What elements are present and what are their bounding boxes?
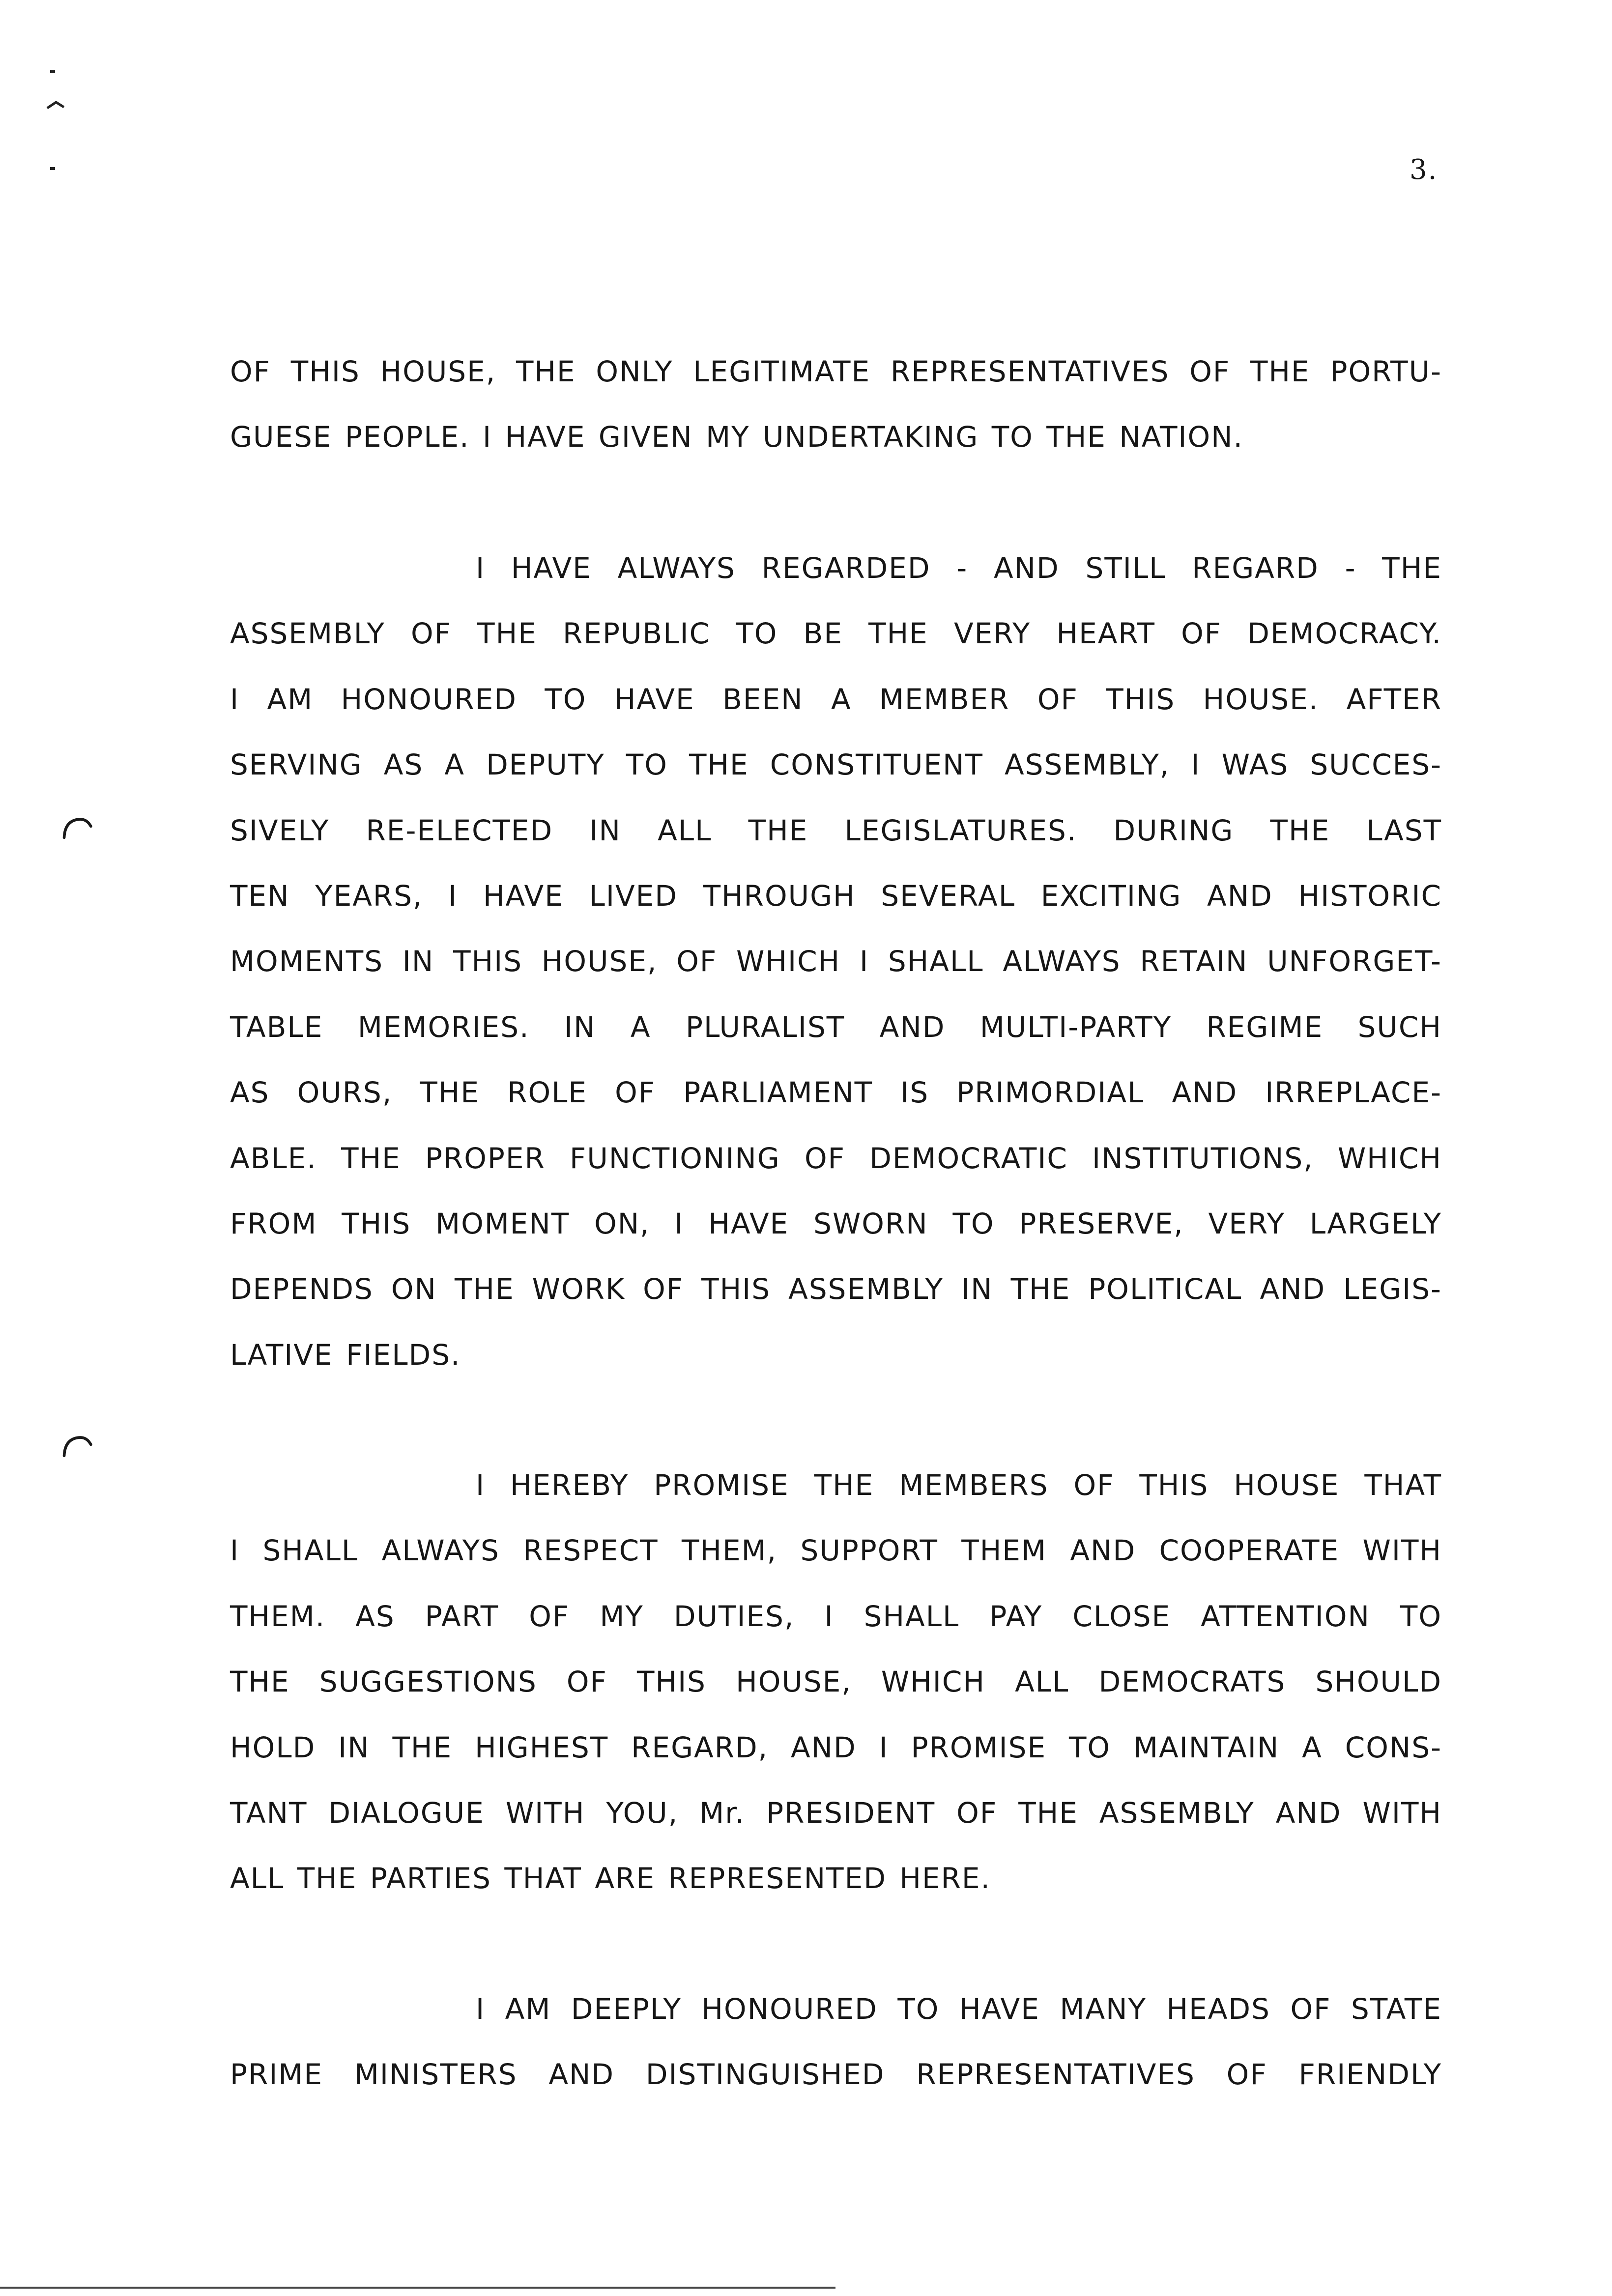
text-line: ALL THE PARTIES THAT ARE REPRESENTED HERE. — [230, 1862, 991, 1895]
text-line: LATIVE FIELDS. — [230, 1338, 461, 1372]
scan-bottom-edge — [0, 2287, 835, 2289]
text-line: TANT DIALOGUE WITH YOU, Mr. PRESIDENT OF THE ASSEMBLY AND WITH — [230, 1796, 1442, 1830]
text-line: FROM THIS MOMENT ON, I HAVE SWORN TO PRESERVE, VERY LARGELY — [230, 1206, 1442, 1240]
paragraph — [230, 1977, 1442, 2108]
margin-bracket-mark — [55, 1434, 99, 1459]
text-line: SERVING AS A DEPUTY TO THE CONSTITUENT ASSEMBLY, I WAS SUCCES- — [230, 748, 1442, 782]
text-line: I AM HONOURED TO HAVE BEEN A MEMBER OF THIS HOUSE. AFTER — [230, 682, 1442, 716]
paragraph — [230, 536, 1442, 1388]
text-line: MOMENTS IN THIS HOUSE, OF WHICH I SHALL ALWAYS RETAIN UNFORGET- — [230, 945, 1442, 978]
margin-bracket-mark — [55, 816, 99, 840]
text-line: TEN YEARS, I HAVE LIVED THROUGH SEVERAL EXCITING AND HISTORIC — [230, 879, 1442, 913]
text-line: ABLE. THE PROPER FUNCTIONING OF DEMOCRATIC INSTITUTIONS, WHICH — [230, 1141, 1442, 1175]
text-line: ASSEMBLY OF THE REPUBLIC TO BE THE VERY HEART OF DEMOCRACY. — [230, 617, 1442, 651]
page-number: 3. — [1410, 154, 1438, 186]
text-line: TABLE MEMORIES. IN A PLURALIST AND MULTI-PARTY REGIME SUCH — [230, 1010, 1442, 1044]
text-line: PRIME MINISTERS AND DISTINGUISHED REPRESENTATIVES OF FRIENDLY — [230, 2058, 1442, 2092]
paragraph — [230, 339, 1442, 470]
text-line: I HEREBY PROMISE THE MEMBERS OF THIS HOUSE THAT — [476, 1468, 1442, 1502]
text-line: THE SUGGESTIONS OF THIS HOUSE, WHICH ALL DEMOCRATS SHOULD — [230, 1665, 1442, 1699]
text-line: HOLD IN THE HIGHEST REGARD, AND I PROMISE TO MAINTAIN A CONS- — [230, 1730, 1442, 1764]
text-line: GUESE PEOPLE. I HAVE GIVEN MY UNDERTAKING TO THE NATION. — [230, 420, 1243, 454]
margin-tick-mark — [45, 96, 70, 111]
margin-speck — [50, 167, 55, 170]
text-line: I HAVE ALWAYS REGARDED - AND STILL REGARD - THE — [476, 551, 1442, 585]
text-line: AS OURS, THE ROLE OF PARLIAMENT IS PRIMORDIAL AND IRREPLACE- — [230, 1076, 1442, 1110]
text-line: I AM DEEPLY HONOURED TO HAVE MANY HEADS OF STATE — [476, 1992, 1442, 2026]
text-line: OF THIS HOUSE, THE ONLY LEGITIMATE REPRESENTATIVES OF THE PORTU- — [230, 355, 1442, 388]
text-line: THEM. AS PART OF MY DUTIES, I SHALL PAY CLOSE ATTENTION TO — [230, 1599, 1442, 1633]
text-line: I SHALL ALWAYS RESPECT THEM, SUPPORT THEM AND COOPERATE WITH — [230, 1534, 1442, 1568]
text-line: SIVELY RE-ELECTED IN ALL THE LEGISLATURES. DURING THE LAST — [230, 813, 1442, 847]
margin-speck — [50, 70, 55, 73]
paragraph — [230, 1453, 1442, 1912]
text-line: DEPENDS ON THE WORK OF THIS ASSEMBLY IN THE POLITICAL AND LEGIS- — [230, 1272, 1442, 1306]
